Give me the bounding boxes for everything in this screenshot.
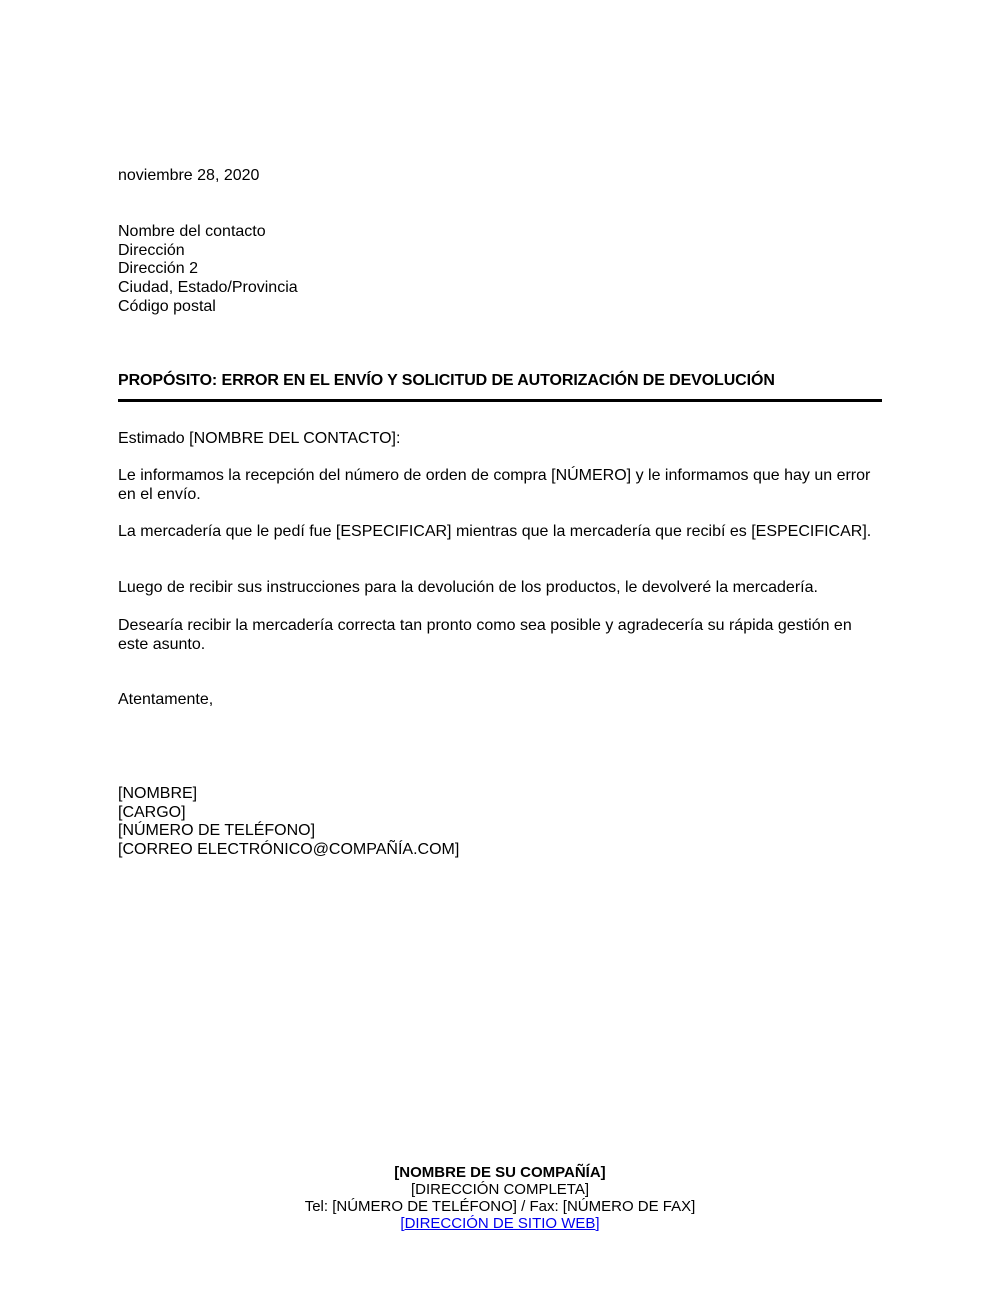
recipient-address bbox=[118, 223, 882, 316]
signature-title: [CARGO] bbox=[118, 803, 186, 821]
body-paragraph: Luego de recibir sus instrucciones para la devolución de los productos, le devolveré la mercadería. bbox=[118, 579, 818, 596]
footer-company-name: [NOMBRE DE SU COMPAÑÍA] bbox=[394, 1164, 606, 1181]
letter-date: noviembre 28, 2020 bbox=[118, 167, 260, 184]
signature-email: [CORREO ELECTRÓNICO@COMPAÑÍA.COM] bbox=[118, 841, 460, 859]
recipient-address-line-2: Dirección 2 bbox=[118, 260, 199, 278]
closing: Atentamente, bbox=[118, 691, 214, 708]
recipient-address-line-1: Dirección bbox=[118, 241, 185, 259]
subject-divider bbox=[118, 399, 882, 402]
company-footer bbox=[0, 1164, 1000, 1232]
recipient-postal-code: Código postal bbox=[118, 297, 216, 315]
signature-phone: [NÚMERO DE TELÉFONO] bbox=[118, 822, 316, 840]
recipient-name: Nombre del contacto bbox=[118, 223, 266, 240]
subject-line: PROPÓSITO: ERROR EN EL ENVÍO Y SOLICITUD DE AUTORIZACIÓN DE DEVOLUCIÓN bbox=[118, 372, 775, 389]
body-paragraph: Desearía recibir la mercadería correcta tan pronto como sea posible y agradecería su rápida gestión en este asunto. bbox=[118, 617, 852, 653]
signature-name: [NOMBRE] bbox=[118, 785, 198, 802]
recipient-city-state: Ciudad, Estado/Provincia bbox=[118, 279, 298, 297]
salutation: Estimado [NOMBRE DEL CONTACTO]: bbox=[118, 430, 401, 447]
body-paragraph: Le informamos la recepción del número de orden de compra [NÚMERO] y le informamos que hay un error en el envío. bbox=[118, 467, 871, 503]
footer-address: [DIRECCIÓN COMPLETA] bbox=[410, 1181, 590, 1198]
signature-block bbox=[118, 785, 882, 860]
footer-contact: Tel: [NÚMERO DE TELÉFONO] / Fax: [NÚMERO DE FAX] bbox=[304, 1198, 696, 1215]
footer-website-link[interactable]: [DIRECCIÓN DE SITIO WEB] bbox=[400, 1215, 600, 1232]
body-paragraph: La mercadería que le pedí fue [ESPECIFICAR] mientras que la mercadería que recibí es [ESPECIFICAR]. bbox=[118, 523, 872, 540]
